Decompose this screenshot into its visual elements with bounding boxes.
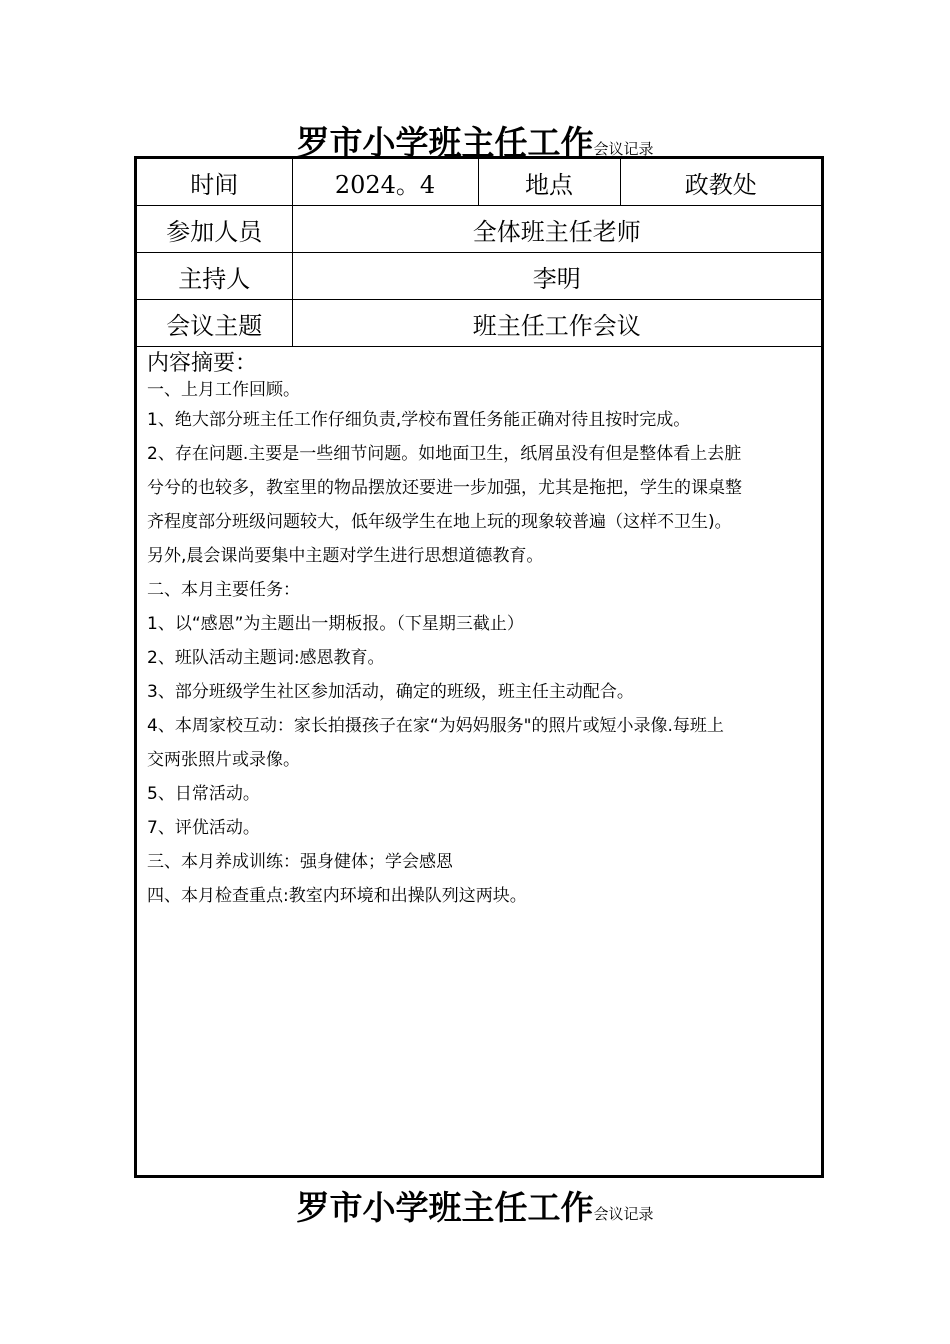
attendees-value: 全体班主任老师 — [292, 206, 821, 253]
time-value: 2024。4 — [292, 159, 478, 206]
meeting-info-table — [137, 159, 821, 347]
topic-value: 班主任工作会议 — [292, 300, 821, 347]
content-line: 5、日常活动。 — [147, 784, 260, 804]
attendees-label: 参加人员 — [137, 206, 292, 253]
table-row — [137, 159, 821, 206]
host-value: 李明 — [292, 253, 821, 300]
content-line: 1、以“感恩”为主题出一期板报。（下星期三截止） — [147, 614, 524, 634]
meeting-record-frame — [134, 156, 824, 1178]
footer-title-suffix: 会议记录 — [593, 1205, 654, 1223]
table-row — [137, 300, 821, 347]
content-summary — [147, 351, 817, 913]
content-line: 2、存在问题.主要是一些细节问题。如地面卫生，纸屑虽没有但是整体看上去脏 — [147, 444, 742, 464]
time-label: 时间 — [137, 159, 292, 206]
content-line: 交两张照片或录像。 — [147, 750, 300, 770]
content-line: 另外,晨会课尚要集中主题对学生进行思想道德教育。 — [147, 546, 544, 566]
table-row — [137, 206, 821, 253]
table-row — [137, 253, 821, 300]
content-line: 一、上月工作回顾。 — [147, 380, 300, 400]
content-line: 3、部分班级学生社区参加活动，确定的班级，班主任主动配合。 — [147, 682, 634, 702]
content-line: 四、本月检查重点:教室内环境和出操队列这两块。 — [147, 886, 527, 906]
content-line: 7、评优活动。 — [147, 818, 260, 838]
place-value: 政教处 — [620, 159, 821, 206]
content-line: 三、本月养成训练：强身健体；学会感恩 — [147, 852, 453, 872]
place-label: 地点 — [478, 159, 620, 206]
content-line: 齐程度部分班级问题较大，低年级学生在地上玩的现象较普遍（这样不卫生)。 — [147, 512, 732, 532]
footer-title-main: 罗市小学班主任工作 — [296, 1188, 594, 1227]
title-main: 罗市小学班主任工作 — [296, 123, 594, 162]
host-label: 主持人 — [137, 253, 292, 300]
content-line: 二、本月主要任务： — [147, 580, 300, 600]
content-line: 兮兮的也较多，教室里的物品摆放还要进一步加强，尤其是拖把，学生的课桌整 — [147, 478, 742, 498]
content-line: 4、本周家校互动：家长拍摄孩子在家“为妈妈服务"的照片或短小录像.每班上 — [147, 716, 724, 736]
content-line: 1、绝大部分班主任工作仔细负责,学校布置任务能正确对待且按时完成。 — [147, 410, 691, 430]
title-suffix: 会议记录 — [593, 140, 654, 158]
content-heading: 内容摘要： — [147, 351, 258, 376]
content-line: 2、班队活动主题词:感恩教育。 — [147, 648, 385, 668]
topic-label: 会议主题 — [137, 300, 292, 347]
page-footer-title — [0, 1182, 950, 1229]
